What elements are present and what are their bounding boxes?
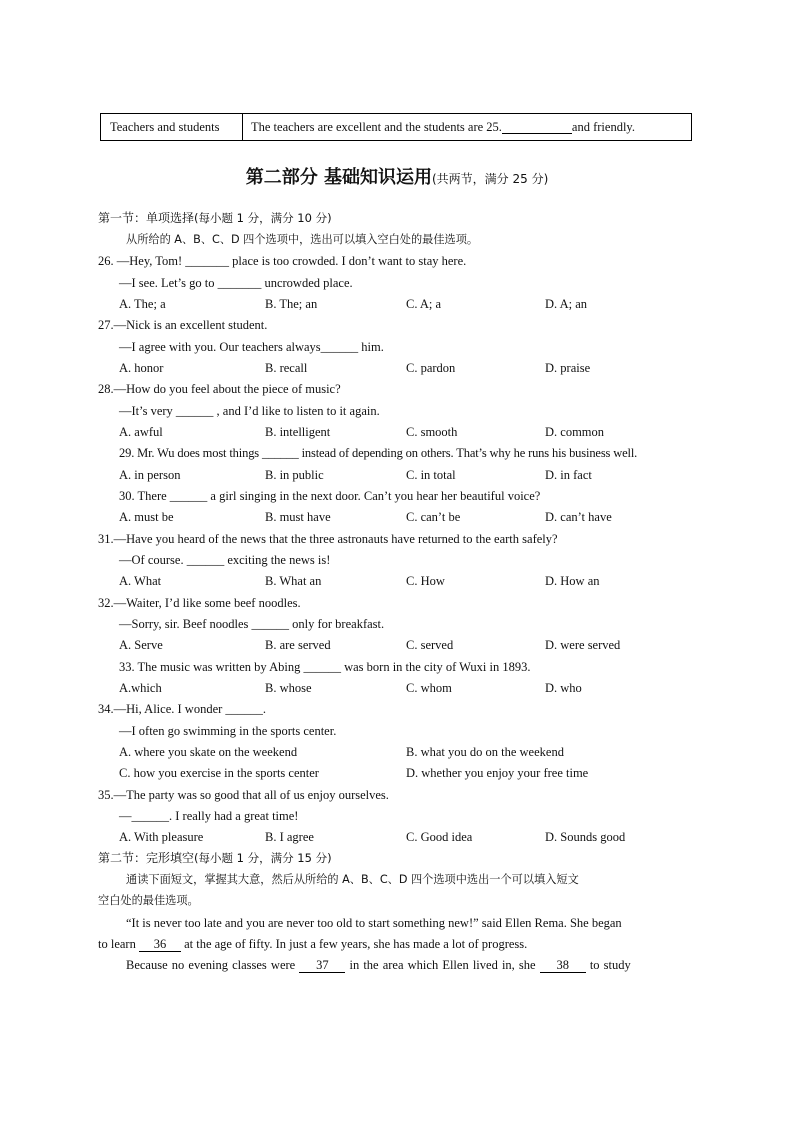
question-31-line1: 31.—Have you heard of the news that the three astronauts have returned to the earth safely? bbox=[98, 532, 558, 546]
option-30-a: A. must be bbox=[119, 510, 174, 524]
option-29-c: C. in total bbox=[406, 468, 456, 482]
table-blank bbox=[502, 121, 572, 134]
option-33-c: C. whom bbox=[406, 681, 452, 695]
question-28-line2: —It’s very ______ , and I’d like to listen to it again. bbox=[119, 404, 380, 418]
option-32-a: A. Serve bbox=[119, 638, 163, 652]
option-26-d: D. A; an bbox=[545, 297, 588, 311]
blank-36: 36 bbox=[139, 937, 181, 952]
option-32-c: C. served bbox=[406, 638, 454, 652]
part-title-note: (共两节，满分 25 分) bbox=[432, 172, 549, 186]
section1-note: (每小题 1 分，满分 10 分) bbox=[194, 211, 332, 225]
option-34-d: D. whether you enjoy your free time bbox=[406, 766, 589, 780]
question-35-line1: 35.—The party was so good that all of us enjoy ourselves. bbox=[98, 788, 389, 802]
option-34-a: A. where you skate on the weekend bbox=[119, 745, 298, 759]
table-cell-content bbox=[243, 114, 691, 140]
option-27-a: A. honor bbox=[119, 361, 164, 375]
option-29-d: D. in fact bbox=[545, 468, 592, 482]
table-text-before: The teachers are excellent and the students are 25. bbox=[251, 119, 502, 134]
passage-text: to study bbox=[589, 958, 631, 972]
section1-instruction: 从所给的 A、B、C、D 四个选项中，选出可以填入空白处的最佳选项。 bbox=[126, 233, 479, 246]
question-28-line1: 28.—How do you feel about the piece of music? bbox=[98, 382, 341, 396]
option-28-b: B. intelligent bbox=[265, 425, 331, 439]
option-28-c: C. smooth bbox=[406, 425, 458, 439]
option-35-c: C. Good idea bbox=[406, 830, 473, 844]
passage-text: at the age of fifty. In just a few years, she has made a lot of progress. bbox=[184, 937, 528, 951]
option-26-a: A. The; a bbox=[119, 297, 166, 311]
passage-text: Because no evening classes were bbox=[126, 958, 296, 972]
option-32-d: D. were served bbox=[545, 638, 621, 652]
question-32-line2: —Sorry, sir. Beef noodles ______ only for breakfast. bbox=[119, 617, 385, 631]
option-35-d: D. Sounds good bbox=[545, 830, 626, 844]
passage-p1-line2 bbox=[98, 936, 527, 952]
question-34-line2: —I often go swimming in the sports center. bbox=[119, 724, 337, 738]
option-34-c: C. how you exercise in the sports center bbox=[119, 766, 319, 780]
option-27-d: D. praise bbox=[545, 361, 591, 375]
question-34-line1: 34.—Hi, Alice. I wonder ______. bbox=[98, 702, 267, 716]
option-31-c: C. How bbox=[406, 574, 445, 588]
question-33-line1: 33. The music was written by Abing ______ was born in the city of Wuxi in 1893. bbox=[119, 660, 531, 674]
option-29-b: B. in public bbox=[265, 468, 324, 482]
option-33-d: D. who bbox=[545, 681, 582, 695]
question-29-line1: 29. Mr. Wu does most things ______ instead of depending on others. That’s why he runs his business well. bbox=[119, 446, 638, 460]
option-30-b: B. must have bbox=[265, 510, 331, 524]
option-31-b: B. What an bbox=[265, 574, 322, 588]
option-27-b: B. recall bbox=[265, 361, 308, 375]
option-33-a: A.which bbox=[119, 681, 162, 695]
table-text-after: and friendly. bbox=[571, 119, 635, 134]
option-31-a: A. What bbox=[119, 574, 162, 588]
option-26-b: B. The; an bbox=[265, 297, 318, 311]
option-34-b: B. what you do on the weekend bbox=[406, 745, 564, 759]
question-27-line1: 27.—Nick is an excellent student. bbox=[98, 318, 268, 332]
question-35-line2: —______. I really had a great time! bbox=[119, 809, 299, 823]
option-29-a: A. in person bbox=[119, 468, 181, 482]
question-27-line2: —I agree with you. Our teachers always______ him. bbox=[119, 340, 384, 354]
question-32-line1: 32.—Waiter, I’d like some beef noodles. bbox=[98, 596, 301, 610]
section2-note: (每小题 1 分，满分 15 分) bbox=[194, 851, 332, 865]
passage-text: in the area which Ellen lived in, she bbox=[349, 958, 536, 972]
section2-title: 第二节：完形填空 bbox=[98, 851, 195, 865]
info-table-row bbox=[100, 113, 692, 141]
section2-instruction-line1: 通读下面短文，掌握其大意，然后从所给的 A、B、C、D 四个选项中选出一个可以填入短文 bbox=[126, 873, 579, 886]
passage-p1-line1: “It is never too late and you are never too old to start something new!” said Ellen Rema. She began bbox=[126, 916, 622, 930]
option-28-a: A. awful bbox=[119, 425, 163, 439]
option-31-d: D. How an bbox=[545, 574, 600, 588]
part-title bbox=[0, 163, 794, 189]
option-33-b: B. whose bbox=[265, 681, 312, 695]
passage-text: to learn bbox=[98, 937, 136, 951]
option-32-b: B. are served bbox=[265, 638, 331, 652]
section2-header bbox=[98, 850, 332, 866]
section1-header bbox=[98, 210, 332, 226]
part-title-text: 第二部分 基础知识运用 bbox=[245, 167, 432, 188]
section2-instruction-line2: 空白处的最佳选项。 bbox=[98, 894, 199, 907]
question-31-line2: —Of course. ______ exciting the news is! bbox=[119, 553, 331, 567]
question-26-line2: —I see. Let’s go to _______ uncrowded place. bbox=[119, 276, 353, 290]
option-27-c: C. pardon bbox=[406, 361, 456, 375]
option-30-c: C. can’t be bbox=[406, 510, 461, 524]
blank-37: 37 bbox=[299, 958, 345, 973]
passage-p2-line1 bbox=[126, 957, 631, 973]
option-28-d: D. common bbox=[545, 425, 605, 439]
table-cell-label: Teachers and students bbox=[101, 114, 243, 140]
question-30-line1: 30. There ______ a girl singing in the next door. Can’t you hear her beautiful voice? bbox=[119, 489, 541, 503]
option-35-b: B. I agree bbox=[265, 830, 314, 844]
option-26-c: C. A; a bbox=[406, 297, 442, 311]
question-26-line1: 26. —Hey, Tom! _______ place is too crowded. I don’t want to stay here. bbox=[98, 254, 467, 268]
blank-38: 38 bbox=[540, 958, 586, 973]
option-35-a: A. With pleasure bbox=[119, 830, 204, 844]
option-30-d: D. can’t have bbox=[545, 510, 612, 524]
section1-title: 第一节：单项选择 bbox=[98, 211, 195, 225]
